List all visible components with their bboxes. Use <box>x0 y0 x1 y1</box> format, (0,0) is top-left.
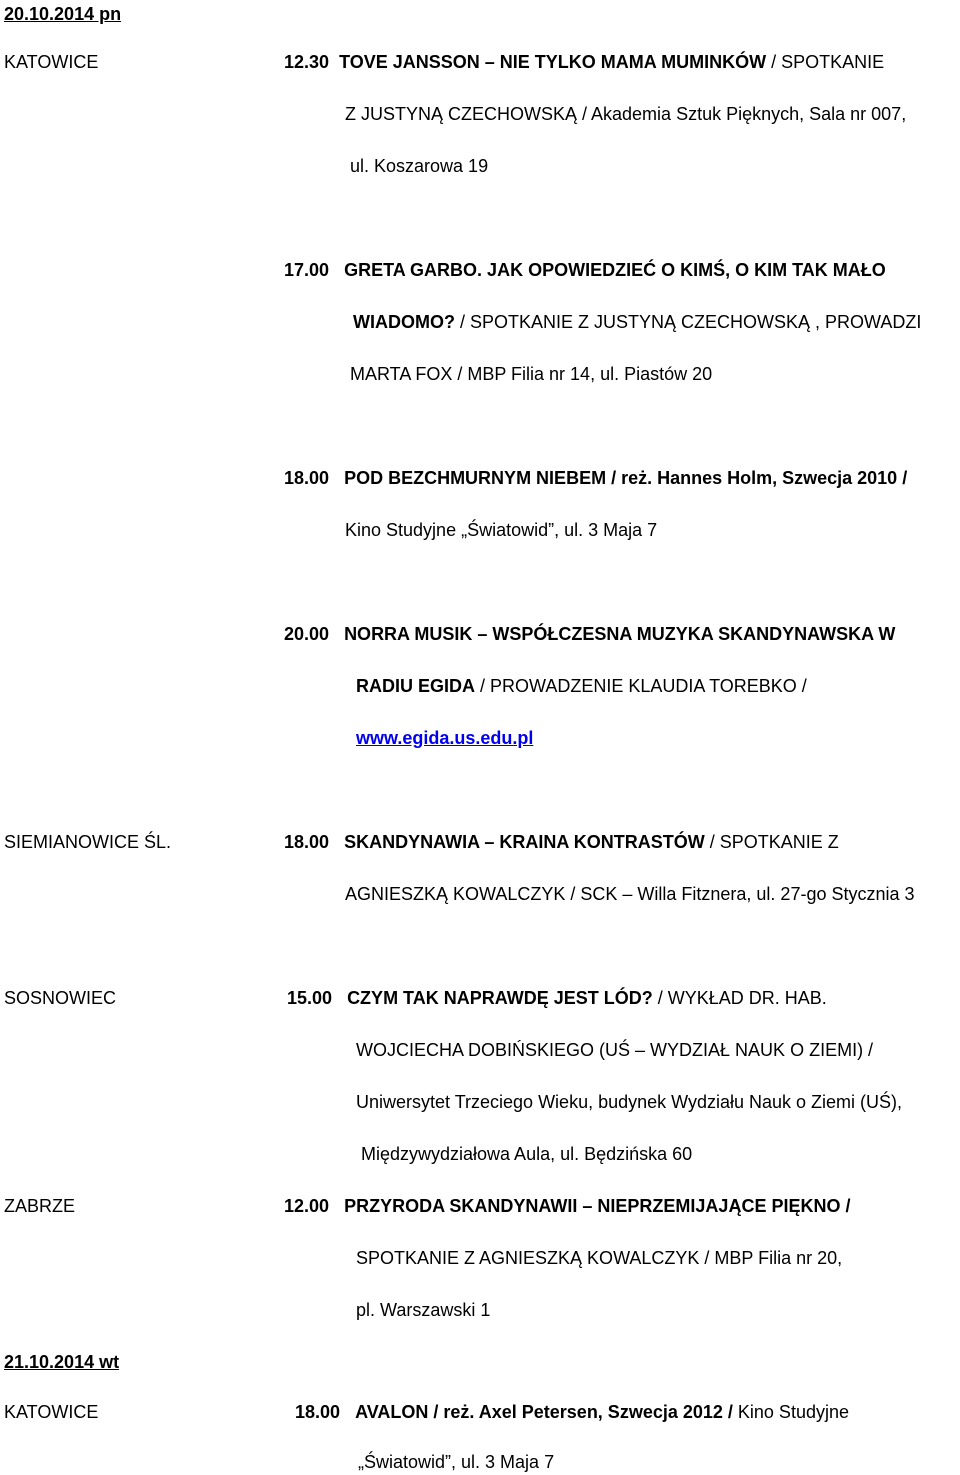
date-heading: 20.10.2014 pn <box>4 4 122 24</box>
event-title: PRZYRODA SKANDYNAWII – NIEPRZEMIJAJĄCE PIĘKNO / <box>344 1196 851 1216</box>
event-details: / SPOTKANIE Z JUSTYNĄ CZECHOWSKĄ , PROWADZI <box>454 312 922 332</box>
event-details: / SPOTKANIE Z <box>704 832 839 852</box>
event-time: 15.00 <box>287 988 333 1008</box>
event-title: CZYM TAK NAPRAWDĘ JEST LÓD? <box>347 988 653 1008</box>
event-details: Kino Studyjne „Światowid”, ul. 3 Maja 7 <box>345 520 658 540</box>
egida-link[interactable]: www.egida.us.edu.pl <box>356 728 534 748</box>
event-line <box>284 467 907 489</box>
date-heading: 21.10.2014 wt <box>4 1352 120 1372</box>
event-time: 18.00 <box>284 468 330 488</box>
event-link-line <box>356 727 533 749</box>
event-details: Uniwersytet Trzeciego Wieku, budynek Wydziału Nauk o Ziemi (UŚ), <box>356 1092 903 1112</box>
event-details: „Światowid”, ul. 3 Maja 7 <box>358 1452 555 1472</box>
event-details: / SPOTKANIE <box>766 52 885 72</box>
event-title: AVALON / reż. Axel Petersen, Szwecja 2012 / <box>355 1402 733 1422</box>
event-details: ul. Koszarowa 19 <box>350 156 489 176</box>
event-details: SPOTKANIE Z AGNIESZKĄ KOWALCZYK / MBP Filia nr 20, <box>356 1248 843 1268</box>
event-title: RADIU EGIDA <box>356 676 476 696</box>
event-details: / PROWADZENIE KLAUDIA TOREBKO / <box>475 676 807 696</box>
event-title: SKANDYNAWIA – KRAINA KONTRASTÓW <box>344 832 705 852</box>
event-details: Z JUSTYNĄ CZECHOWSKĄ / Akademia Sztuk Pięknych, Sala nr 007, <box>345 104 907 124</box>
event-details: AGNIESZKĄ KOWALCZYK / SCK – Willa Fitznera, ul. 27-go Stycznia 3 <box>345 884 915 904</box>
event-line <box>287 987 827 1009</box>
event-time: 18.00 <box>284 832 330 852</box>
event-time: 17.00 <box>284 260 330 280</box>
event-line <box>295 1401 849 1423</box>
event-details: Kino Studyjne <box>732 1402 849 1422</box>
event-line <box>356 675 807 697</box>
event-line <box>284 1195 850 1217</box>
city-label: KATOWICE <box>4 52 99 72</box>
event-details: Międzywydziałowa Aula, ul. Będzińska 60 <box>361 1144 693 1164</box>
event-time: 20.00 <box>284 624 330 644</box>
event-title: WIADOMO? <box>353 312 455 332</box>
event-details: MARTA FOX / MBP Filia nr 14, ul. Piastów 20 <box>350 364 713 384</box>
event-time: 12.00 <box>284 1196 330 1216</box>
event-time: 12.30 <box>284 52 330 72</box>
city-label: SOSNOWIEC <box>4 988 117 1008</box>
city-label: KATOWICE <box>4 1402 99 1422</box>
event-details: / WYKŁAD DR. HAB. <box>652 988 827 1008</box>
event-title: GRETA GARBO. JAK OPOWIEDZIEĆ O KIMŚ, O KIM TAK MAŁO <box>344 260 886 280</box>
event-title: TOVE JANSSON – NIE TYLKO MAMA MUMINKÓW <box>339 52 767 72</box>
event-title: NORRA MUSIK – WSPÓŁCZESNA MUZYKA SKANDYNAWSKA W <box>344 624 896 644</box>
event-details: WOJCIECHA DOBIŃSKIEGO (UŚ – WYDZIAŁ NAUK O ZIEMI) / <box>356 1040 874 1060</box>
event-line <box>284 831 839 853</box>
event-time: 18.00 <box>295 1402 341 1422</box>
event-title: POD BEZCHMURNYM NIEBEM / reż. Hannes Holm, Szwecja 2010 / <box>344 468 908 488</box>
event-line <box>284 259 886 281</box>
city-label: ZABRZE <box>4 1196 76 1216</box>
event-details: pl. Warszawski 1 <box>356 1300 491 1320</box>
event-line <box>284 51 884 73</box>
event-line <box>284 623 895 645</box>
event-line <box>353 311 921 333</box>
city-label: SIEMIANOWICE ŚL. <box>4 832 172 852</box>
